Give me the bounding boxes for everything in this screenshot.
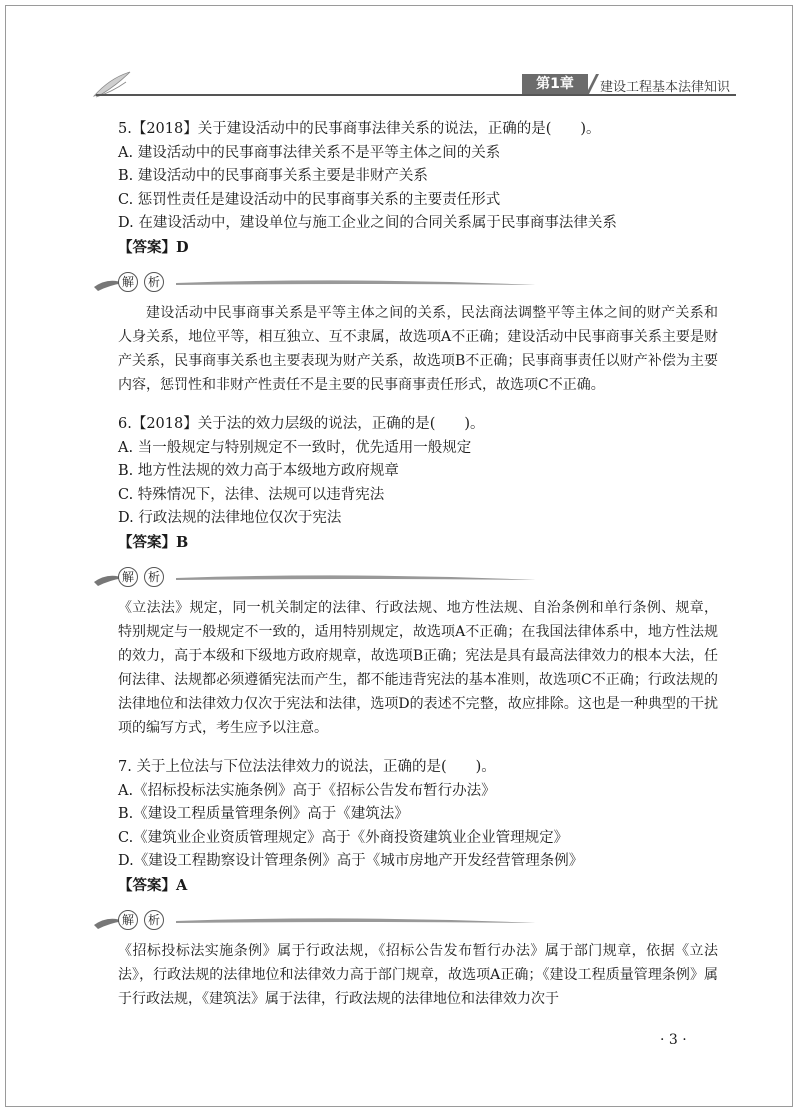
chapter-title: 建设工程基本法律知识 — [600, 80, 731, 95]
option-a: A.《招标投标法实施条例》高于《招标公告发布暂行办法》 — [118, 782, 496, 799]
chapter-slash-icon — [584, 72, 600, 96]
answer: 【答案】A — [118, 876, 188, 894]
answer: 【答案】B — [118, 533, 189, 551]
option-b: B. 建设活动中的民事商事关系主要是非财产关系 — [118, 168, 428, 184]
analysis-banner — [118, 907, 718, 935]
question-stem: 7. 关于上位法与下位法法律效力的说法，正确的是( )。 — [118, 759, 496, 775]
analysis-badge-2: 析 — [144, 272, 164, 292]
explanation: 建设活动中民事商事关系是平等主体之间的关系，民法商法调整平等主体之间的财产关系和人身关系，地位平等，相互独立、互不隶属，故选项A不正确；建设活动中民事商事关系主要是财产关系，民事商事关系也主要表现为财产关系，故选项B不正确；民事商事责任以财产补偿为主要内容，惩罚性和非财产性责任不是主要的民事商事责任形式，故选项C不正确。 — [118, 305, 718, 393]
option-c: C.《建筑业企业资质管理规定》高于《外商投资建筑业企业管理规定》 — [118, 829, 569, 846]
question-5 — [118, 118, 718, 397]
swoosh-divider-icon — [176, 913, 536, 929]
page-content — [118, 118, 718, 1011]
answer: 【答案】D — [118, 238, 189, 256]
question-stem: 6.【2018】关于法的效力层级的说法，正确的是( )。 — [118, 416, 485, 432]
option-a: A. 当一般规定与特别规定不一致时，优先适用一般规定 — [118, 439, 472, 456]
analysis-banner — [118, 269, 718, 297]
question-7 — [118, 756, 718, 1011]
option-d: D.《建设工程勘察设计管理条例》高于《城市房地产开发经营管理条例》 — [118, 853, 584, 869]
swoosh-divider-icon — [176, 570, 536, 586]
swoosh-divider-icon — [176, 275, 536, 291]
option-d: D. 在建设活动中，建设单位与施工企业之间的合同关系属于民事商事法律关系 — [118, 215, 617, 231]
chapter-tab: 第1章 — [522, 74, 588, 94]
explanation: 《招标投标法实施条例》属于行政法规，《招标公告发布暂行办法》属于部门规章，依据《立法法》，行政法规的法律地位和法律效力高于部门规章，故选项A正确；《建设工程质量管理条例》属于行政法规，《建筑法》属于法律，行政法规的法律地位和法律效力次于 — [118, 943, 718, 1007]
analysis-badge-1: 解 — [118, 910, 138, 930]
option-a: A. 建设活动中的民事商事法律关系不是平等主体之间的关系 — [118, 144, 501, 161]
option-c: C. 惩罚性责任是建设活动中的民事商事关系的主要责任形式 — [118, 191, 501, 208]
option-b: B.《建设工程质量管理条例》高于《建筑法》 — [118, 806, 409, 822]
analysis-badge-1: 解 — [118, 567, 138, 587]
analysis-badge-2: 析 — [144, 567, 164, 587]
explanation: 《立法法》规定，同一机关制定的法律、行政法规、地方性法规、自治条例和单行条例、规章，特别规定与一般规定不一致的，适用特别规定，故选项A不正确；在我国法律体系中，地方性法规的效力，高于本级和下级地方政府规章，故选项B正确；宪法是具有最高法律效力的根本大法，任何法律、法规都必须遵循宪法而产生，都不能违背宪法的基本准则，故选项C不正确；行政法规的法律地位和法律效力仅次于宪法和法律，选项D的表述不完整，故应排除。这也是一种典型的干扰项的编写方式，考生应予以注意。 — [118, 600, 718, 736]
question-6 — [118, 413, 718, 740]
analysis-badge-2: 析 — [144, 910, 164, 930]
page-number: · 3 · — [660, 1032, 687, 1048]
analysis-badge-1: 解 — [118, 272, 138, 292]
analysis-banner — [118, 564, 718, 592]
option-b: B. 地方性法规的效力高于本级地方政府规章 — [118, 463, 399, 479]
option-d: D. 行政法规的法律地位仅次于宪法 — [118, 510, 342, 526]
question-stem: 5.【2018】关于建设活动中的民事商事法律关系的说法，正确的是( )。 — [118, 121, 601, 137]
option-c: C. 特殊情况下，法律、法规可以违背宪法 — [118, 486, 385, 503]
